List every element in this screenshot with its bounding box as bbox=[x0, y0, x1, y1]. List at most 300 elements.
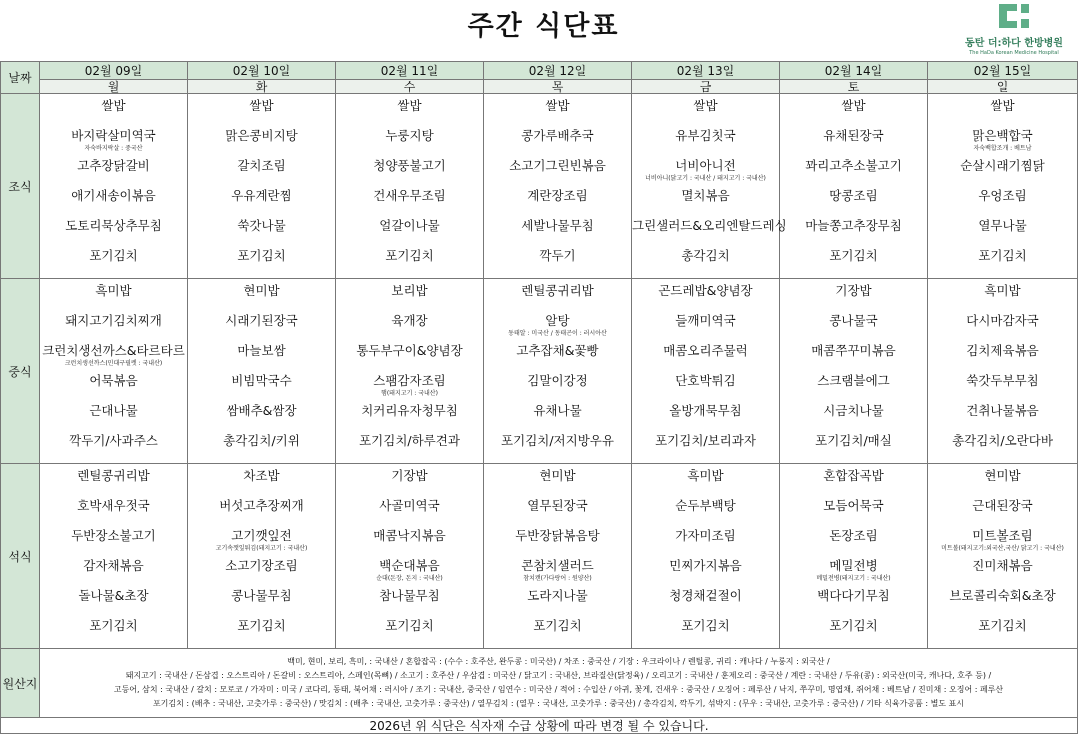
menu-item-name: 메밀전병 bbox=[829, 558, 878, 573]
menu-item bbox=[336, 127, 483, 157]
menu-item bbox=[780, 127, 927, 157]
lunch-cell bbox=[632, 279, 780, 464]
dinner-cell bbox=[188, 464, 336, 649]
menu-item-name: 너비아니전 bbox=[675, 158, 736, 173]
menu-item-name: 두반장닭볶음탕 bbox=[515, 528, 600, 543]
lunch-cell bbox=[484, 279, 632, 464]
menu-item bbox=[928, 247, 1077, 277]
menu-item bbox=[336, 497, 483, 527]
date-cell: 02월 09일 bbox=[40, 62, 188, 80]
menu-item bbox=[928, 187, 1077, 217]
menu-item bbox=[484, 342, 631, 372]
menu-item-name: 두반장소불고기 bbox=[71, 528, 156, 543]
breakfast-label: 조식 bbox=[1, 94, 40, 279]
menu-item bbox=[336, 247, 483, 277]
menu-item bbox=[336, 312, 483, 342]
menu-item bbox=[780, 557, 927, 587]
menu-item bbox=[632, 157, 779, 187]
menu-item bbox=[188, 402, 335, 432]
menu-item-name: 꽈리고추소불고기 bbox=[805, 158, 902, 173]
menu-item-name: 쑥갓두부무침 bbox=[966, 373, 1039, 388]
menu-item-name: 들깨미역국 bbox=[675, 313, 736, 328]
menu-item bbox=[632, 467, 779, 497]
menu-item bbox=[40, 402, 187, 432]
menu-item-name: 바지락살미역국 bbox=[71, 128, 156, 143]
menu-item-name: 고기깻잎전 bbox=[231, 528, 292, 543]
menu-item bbox=[632, 617, 779, 647]
menu-item-name: 보리밥 bbox=[391, 283, 428, 298]
menu-item bbox=[336, 467, 483, 497]
dinner-cell bbox=[484, 464, 632, 649]
menu-item-name: 마늘보쌈 bbox=[237, 343, 286, 358]
menu-item bbox=[40, 467, 187, 497]
menu-item-name: 미트볼조림 bbox=[972, 528, 1033, 543]
menu-item-name: 쌀밥 bbox=[990, 98, 1015, 113]
menu-item-name: 백순대볶음 bbox=[379, 558, 440, 573]
menu-item-name: 포기김치 bbox=[237, 618, 286, 633]
origin-line: 포기김치 : (배추 : 국내산, 고춧가루 : 중국산) / 맛김치 : (배추 : 국내산, 고춧가루 : 중국산) / 열무김치 : (열무 : 국내산, 고춧가루 : 중국산) / 총각김치, 깍두기, 섞박지 : (무우 : 국내산, 고춧가루 : 중국산) / 기타 식육가공품 : 별도 표시 bbox=[152, 699, 965, 708]
lunch-label: 중식 bbox=[1, 279, 40, 464]
menu-item-name: 버섯고추장찌개 bbox=[219, 498, 304, 513]
menu-item bbox=[484, 467, 631, 497]
lunch-item-list bbox=[632, 279, 779, 462]
dinner-item-list bbox=[484, 464, 631, 647]
menu-item bbox=[188, 372, 335, 402]
lunch-item-list bbox=[780, 279, 927, 462]
weekday-cell: 일 bbox=[928, 80, 1078, 94]
menu-item bbox=[632, 187, 779, 217]
menu-item-name: 세발나물무침 bbox=[521, 218, 594, 233]
dinner-item-list bbox=[40, 464, 187, 647]
menu-item-name: 포기김치/저지방우유 bbox=[501, 433, 614, 448]
menu-item bbox=[780, 527, 927, 557]
menu-item bbox=[632, 372, 779, 402]
menu-item-name: 참나물무침 bbox=[379, 588, 440, 603]
menu-item-name: 진미채볶음 bbox=[972, 558, 1033, 573]
notice-text: 2026년 위 식단은 식자재 수급 상황에 따라 변경 될 수 있습니다. bbox=[1, 718, 1078, 734]
menu-item bbox=[336, 587, 483, 617]
menu-item bbox=[484, 432, 631, 462]
menu-item bbox=[632, 127, 779, 157]
menu-item bbox=[928, 497, 1077, 527]
menu-item-name: 갈치조림 bbox=[237, 158, 286, 173]
menu-item bbox=[336, 342, 483, 372]
menu-item bbox=[336, 282, 483, 312]
menu-item-name: 포기김치 bbox=[89, 248, 138, 263]
lunch-cell bbox=[40, 279, 188, 464]
date-cell: 02월 13일 bbox=[632, 62, 780, 80]
menu-item bbox=[40, 372, 187, 402]
menu-item-origin-note: 참치캔(가다랑어 : 원양산) bbox=[523, 575, 592, 582]
menu-item-name: 다시마감자국 bbox=[966, 313, 1039, 328]
menu-item bbox=[40, 127, 187, 157]
menu-item-name: 열무된장국 bbox=[527, 498, 588, 513]
menu-item bbox=[40, 157, 187, 187]
menu-item-name: 맑은백합국 bbox=[972, 128, 1033, 143]
hospital-logo bbox=[954, 4, 1074, 56]
menu-item bbox=[40, 587, 187, 617]
menu-item-name: 민찌가지볶음 bbox=[669, 558, 742, 573]
menu-item-name: 흑미밥 bbox=[95, 283, 132, 298]
menu-item bbox=[928, 312, 1077, 342]
dinner-cell bbox=[336, 464, 484, 649]
menu-item bbox=[188, 157, 335, 187]
menu-item bbox=[928, 617, 1077, 647]
menu-item-name: 돈장조림 bbox=[829, 528, 878, 543]
menu-item-name: 고추잡채&꽃빵 bbox=[516, 343, 599, 358]
menu-item-origin-note: 메밀전병(돼지고기 : 국내산) bbox=[816, 575, 891, 582]
breakfast-cell bbox=[188, 94, 336, 279]
menu-item-name: 맑은콩비지탕 bbox=[225, 128, 298, 143]
menu-item-origin-note: 햄(돼지고기 : 국내산) bbox=[381, 390, 438, 397]
menu-item-origin-note: 동태알 : 미국산 / 동태곤이 : 러시아산 bbox=[508, 330, 607, 337]
menu-item-name: 유채나물 bbox=[533, 403, 582, 418]
weekday-cell: 수 bbox=[336, 80, 484, 94]
origin-line: 돼지고기 : 국내산 / 돈삼겹 : 오스트리아 / 돈갈비 : 오스트리아, 스페인(목뼈) / 소고기 : 호주산 / 우삼겹 : 미국산 / 닭고기 : 국내산, 브라질산(닭정육) / 오리고기 : 국내산 / 훈제오리 : 중국산 / 계란 : 국내산 / 두유(콩) : 외국산(미국, 캐나다, 호주 등) / bbox=[125, 671, 992, 680]
menu-item-name: 쌀밥 bbox=[249, 98, 274, 113]
menu-item bbox=[188, 587, 335, 617]
menu-item bbox=[188, 217, 335, 247]
menu-item-name: 우엉조림 bbox=[978, 188, 1027, 203]
logo-subtitle: The HaDa Korean Medicine Hospital bbox=[969, 50, 1059, 56]
menu-item bbox=[632, 402, 779, 432]
menu-item-name: 단호박튀김 bbox=[675, 373, 736, 388]
menu-item bbox=[336, 157, 483, 187]
menu-item bbox=[632, 587, 779, 617]
menu-item bbox=[632, 217, 787, 247]
menu-item bbox=[40, 617, 187, 647]
menu-item bbox=[40, 557, 187, 587]
menu-item-name: 현미밥 bbox=[984, 468, 1021, 483]
menu-item bbox=[780, 187, 927, 217]
menu-item bbox=[188, 97, 335, 127]
menu-item-name: 총각김치/오란다바 bbox=[952, 433, 1053, 448]
breakfast-item-list bbox=[632, 94, 787, 277]
menu-item bbox=[40, 432, 187, 462]
menu-item bbox=[928, 372, 1077, 402]
breakfast-cell bbox=[928, 94, 1078, 279]
menu-item bbox=[484, 312, 631, 342]
menu-item-name: 어묵볶음 bbox=[89, 373, 138, 388]
menu-item bbox=[336, 217, 483, 247]
breakfast-cell bbox=[336, 94, 484, 279]
menu-item-name: 소고기그린빈볶음 bbox=[509, 158, 606, 173]
menu-item-name: 포기김치/하루견과 bbox=[359, 433, 460, 448]
menu-item bbox=[780, 587, 927, 617]
origin-info bbox=[40, 649, 1078, 718]
menu-item bbox=[188, 432, 335, 462]
menu-item bbox=[484, 217, 631, 247]
menu-item-name: 쌀밥 bbox=[545, 98, 570, 113]
menu-item-name: 알탕 bbox=[545, 313, 570, 328]
menu-item bbox=[780, 432, 927, 462]
menu-item bbox=[928, 217, 1077, 247]
menu-item bbox=[484, 247, 631, 277]
menu-item bbox=[484, 527, 631, 557]
menu-item-origin-note: 자숙바지락살 : 중국산 bbox=[84, 145, 143, 152]
menu-item-name: 호박새우젓국 bbox=[77, 498, 150, 513]
menu-item bbox=[188, 557, 335, 587]
menu-item-name: 소고기장조림 bbox=[225, 558, 298, 573]
menu-item bbox=[928, 97, 1077, 127]
menu-item-name: 쌀밥 bbox=[397, 98, 422, 113]
lunch-item-list bbox=[188, 279, 335, 462]
menu-item bbox=[780, 372, 927, 402]
menu-item-name: 쑥갓나물 bbox=[237, 218, 286, 233]
menu-item-name: 매콤오리주물럭 bbox=[663, 343, 748, 358]
menu-item-origin-note: 미트볼(돼지고기:외국산,국산/ 닭고기 : 국내산) bbox=[941, 545, 1064, 552]
dinner-cell bbox=[780, 464, 928, 649]
menu-item bbox=[188, 497, 335, 527]
menu-item bbox=[484, 497, 631, 527]
origin-line: 고등어, 삼치 : 국내산 / 갈치 : 모로코 / 가자미 : 미국 / 코다리, 동태, 북어채 : 러시아 / 조기 : 국내산, 중국산 / 임연수 : 미국산 / 적어 : 수입산 / 아귀, 꽃게, 건새우 : 중국산 / 오징어 : 페루산 / 낙지, 쭈꾸미, 명엽채, 쥐어채 : 베트남 / 진미채 : 오징어 : 페루산 bbox=[113, 685, 1004, 694]
menu-item-name: 시금치나물 bbox=[823, 403, 884, 418]
menu-item-name: 곤드레밥&양념장 bbox=[658, 283, 753, 298]
menu-item-name: 도토리묵상추무침 bbox=[65, 218, 162, 233]
menu-item-name: 근대된장국 bbox=[972, 498, 1033, 513]
menu-item-name: 돼지고기김치찌개 bbox=[65, 313, 162, 328]
menu-item-name: 가자미조림 bbox=[675, 528, 736, 543]
dinner-item-list bbox=[632, 464, 779, 647]
menu-item-name: 기장밥 bbox=[391, 468, 428, 483]
menu-item-name: 기장밥 bbox=[835, 283, 872, 298]
menu-item-name: 누룽지탕 bbox=[385, 128, 434, 143]
menu-item bbox=[928, 587, 1077, 617]
date-cell: 02월 15일 bbox=[928, 62, 1078, 80]
dinner-item-list bbox=[928, 464, 1077, 647]
menu-item bbox=[40, 527, 187, 557]
menu-item-name: 포기김치 bbox=[829, 618, 878, 633]
menu-item-name: 육개장 bbox=[391, 313, 428, 328]
menu-item bbox=[188, 187, 335, 217]
menu-item-name: 청양풍불고기 bbox=[373, 158, 446, 173]
menu-item bbox=[40, 342, 187, 372]
menu-item-name: 콘참치샐러드 bbox=[521, 558, 594, 573]
menu-item bbox=[632, 527, 779, 557]
menu-item bbox=[188, 617, 335, 647]
menu-item bbox=[632, 497, 779, 527]
menu-item-name: 스크램블에그 bbox=[817, 373, 890, 388]
menu-item-origin-note: 자숙백합조개 : 베트남 bbox=[973, 145, 1032, 152]
menu-item-name: 총각김치/키위 bbox=[223, 433, 300, 448]
date-cell: 02월 14일 bbox=[780, 62, 928, 80]
menu-item bbox=[484, 402, 631, 432]
menu-item-name: 매콤쭈꾸미볶음 bbox=[811, 343, 896, 358]
menu-item bbox=[484, 187, 631, 217]
menu-item bbox=[484, 282, 631, 312]
menu-item-name: 쌀밥 bbox=[101, 98, 126, 113]
menu-item-name: 건취나물볶음 bbox=[966, 403, 1039, 418]
menu-item-name: 포기김치 bbox=[978, 248, 1027, 263]
dinner-label: 석식 bbox=[1, 464, 40, 649]
lunch-cell bbox=[928, 279, 1078, 464]
menu-item-name: 애기새송이볶음 bbox=[71, 188, 156, 203]
menu-item-name: 포기김치 bbox=[385, 618, 434, 633]
menu-item-name: 우유계란찜 bbox=[231, 188, 292, 203]
menu-item-name: 쌈배추&쌈장 bbox=[226, 403, 297, 418]
menu-item-name: 깍두기/사과주스 bbox=[69, 433, 158, 448]
menu-item-name: 콩나물무침 bbox=[231, 588, 292, 603]
menu-item bbox=[780, 217, 927, 247]
menu-item bbox=[928, 342, 1077, 372]
menu-item bbox=[188, 247, 335, 277]
menu-item-origin-note: 크런치생선까스(민대구필렛 : 국내산) bbox=[64, 360, 163, 367]
dinner-cell bbox=[928, 464, 1078, 649]
menu-item-name: 유부김칫국 bbox=[675, 128, 736, 143]
lunch-cell bbox=[336, 279, 484, 464]
menu-item bbox=[928, 557, 1077, 587]
menu-item bbox=[928, 467, 1077, 497]
date-label: 날짜 bbox=[1, 62, 40, 94]
origin-line: 백미, 현미, 보리, 흑미, : 국내산 / 혼합잡곡 : (수수 : 호주산, 완두콩 : 미국산) / 차조 : 중국산 / 기장 : 우크라이나 / 렌틸콩, 귀리 : 캐나다 / 누룽지 : 외국산 / bbox=[287, 657, 830, 666]
menu-item-name: 포기김치 bbox=[89, 618, 138, 633]
menu-item-name: 통두부구이&양념장 bbox=[356, 343, 463, 358]
menu-item bbox=[336, 402, 483, 432]
menu-item bbox=[928, 127, 1077, 157]
menu-item-name: 크런치생선까스&타르타르 bbox=[42, 343, 185, 358]
menu-item-name: 시래기된장국 bbox=[225, 313, 298, 328]
breakfast-item-list bbox=[928, 94, 1077, 277]
menu-item-name: 흑미밥 bbox=[687, 468, 724, 483]
menu-item bbox=[928, 527, 1077, 557]
menu-item bbox=[928, 157, 1077, 187]
menu-item bbox=[632, 432, 779, 462]
menu-item bbox=[632, 282, 779, 312]
lunch-item-list bbox=[928, 279, 1077, 462]
breakfast-cell bbox=[780, 94, 928, 279]
dinner-cell bbox=[40, 464, 188, 649]
menu-item bbox=[188, 312, 335, 342]
menu-item bbox=[336, 372, 483, 402]
menu-item-name: 김치제육볶음 bbox=[966, 343, 1039, 358]
menu-item-name: 청경채겉절이 bbox=[669, 588, 742, 603]
menu-item bbox=[632, 557, 779, 587]
menu-item bbox=[188, 282, 335, 312]
lunch-cell bbox=[780, 279, 928, 464]
menu-item bbox=[484, 97, 631, 127]
menu-item-name: 포기김치 bbox=[533, 618, 582, 633]
menu-item bbox=[188, 342, 335, 372]
menu-item-name: 근대나물 bbox=[89, 403, 138, 418]
menu-item-name: 사골미역국 bbox=[379, 498, 440, 513]
logo-name: 동탄 더:하다 한방병원 bbox=[965, 38, 1063, 49]
dinner-item-list bbox=[336, 464, 483, 647]
menu-item bbox=[484, 557, 631, 587]
menu-item-name: 유채된장국 bbox=[823, 128, 884, 143]
menu-item-name: 올방개묵무침 bbox=[669, 403, 742, 418]
menu-item bbox=[780, 97, 927, 127]
menu-item bbox=[780, 617, 927, 647]
menu-item-name: 쌀밥 bbox=[841, 98, 866, 113]
menu-item bbox=[484, 157, 631, 187]
menu-item-name: 얼갈이나물 bbox=[379, 218, 440, 233]
menu-item-name: 혼합잡곡밥 bbox=[823, 468, 884, 483]
menu-item bbox=[632, 247, 779, 277]
menu-item-name: 고추장닭갈비 bbox=[77, 158, 150, 173]
menu-item-origin-note: 고기속깻잎튀김(돼지고기 : 국내산) bbox=[215, 545, 308, 552]
menu-item bbox=[484, 127, 631, 157]
menu-item bbox=[928, 402, 1077, 432]
menu-item-name: 비빔막국수 bbox=[231, 373, 292, 388]
lunch-item-list bbox=[40, 279, 187, 462]
lunch-cell bbox=[188, 279, 336, 464]
menu-item-name: 쌀밥 bbox=[693, 98, 718, 113]
menu-item-name: 포기김치 bbox=[237, 248, 286, 263]
menu-item bbox=[780, 282, 927, 312]
dinner-item-list bbox=[780, 464, 927, 647]
menu-item-name: 포기김치/보리과자 bbox=[655, 433, 756, 448]
dinner-item-list bbox=[188, 464, 335, 647]
menu-item-name: 깍두기 bbox=[539, 248, 576, 263]
menu-item bbox=[40, 282, 187, 312]
menu-item bbox=[780, 467, 927, 497]
menu-item bbox=[40, 312, 187, 342]
menu-item-name: 열무나물 bbox=[978, 218, 1027, 233]
menu-item-name: 브로콜리숙회&초장 bbox=[949, 588, 1056, 603]
menu-item-name: 건새우무조림 bbox=[373, 188, 446, 203]
menu-item bbox=[632, 312, 779, 342]
menu-item bbox=[336, 187, 483, 217]
menu-item bbox=[336, 617, 483, 647]
breakfast-item-list bbox=[188, 94, 335, 277]
date-cell: 02월 10일 bbox=[188, 62, 336, 80]
menu-item bbox=[484, 617, 631, 647]
menu-item-name: 감자채볶음 bbox=[83, 558, 144, 573]
menu-item bbox=[336, 527, 483, 557]
menu-item-origin-note: 순대(돈장, 돈지 : 국내산) bbox=[376, 575, 443, 582]
menu-item bbox=[780, 247, 927, 277]
weekday-cell: 토 bbox=[780, 80, 928, 94]
menu-item-origin-note: 너비아니(닭고기 : 국내산 / 돼지고기 : 국내산) bbox=[645, 175, 766, 182]
menu-item-name: 콩가루배추국 bbox=[521, 128, 594, 143]
menu-item bbox=[40, 187, 187, 217]
menu-item bbox=[188, 467, 335, 497]
lunch-item-list bbox=[336, 279, 483, 462]
menu-item-name: 김말이강정 bbox=[527, 373, 588, 388]
weekday-cell: 월 bbox=[40, 80, 188, 94]
menu-item-name: 멸치볶음 bbox=[681, 188, 730, 203]
dinner-cell bbox=[632, 464, 780, 649]
menu-item bbox=[336, 557, 483, 587]
menu-item-name: 도라지나물 bbox=[527, 588, 588, 603]
menu-item bbox=[928, 432, 1077, 462]
menu-item-name: 마늘쫑고추장무침 bbox=[805, 218, 902, 233]
menu-item bbox=[632, 97, 779, 127]
logo-icon bbox=[999, 4, 1029, 28]
menu-item-name: 땅콩조림 bbox=[829, 188, 878, 203]
lunch-item-list bbox=[484, 279, 631, 462]
menu-item bbox=[484, 587, 631, 617]
menu-item bbox=[780, 342, 927, 372]
breakfast-cell bbox=[40, 94, 188, 279]
menu-item-name: 콩나물국 bbox=[829, 313, 878, 328]
breakfast-item-list bbox=[336, 94, 483, 277]
menu-item-name: 돌나물&초장 bbox=[78, 588, 149, 603]
breakfast-cell bbox=[484, 94, 632, 279]
menu-item-name: 순살시래기찜닭 bbox=[960, 158, 1045, 173]
menu-item bbox=[40, 217, 187, 247]
menu-item bbox=[484, 372, 631, 402]
menu-item-name: 포기김치 bbox=[385, 248, 434, 263]
breakfast-item-list bbox=[484, 94, 631, 277]
menu-item bbox=[780, 312, 927, 342]
menu-item bbox=[188, 527, 335, 557]
weekday-cell: 목 bbox=[484, 80, 632, 94]
menu-item bbox=[188, 127, 335, 157]
menu-item-name: 총각김치 bbox=[681, 248, 730, 263]
menu-item-name: 현미밥 bbox=[539, 468, 576, 483]
breakfast-cell bbox=[632, 94, 787, 279]
